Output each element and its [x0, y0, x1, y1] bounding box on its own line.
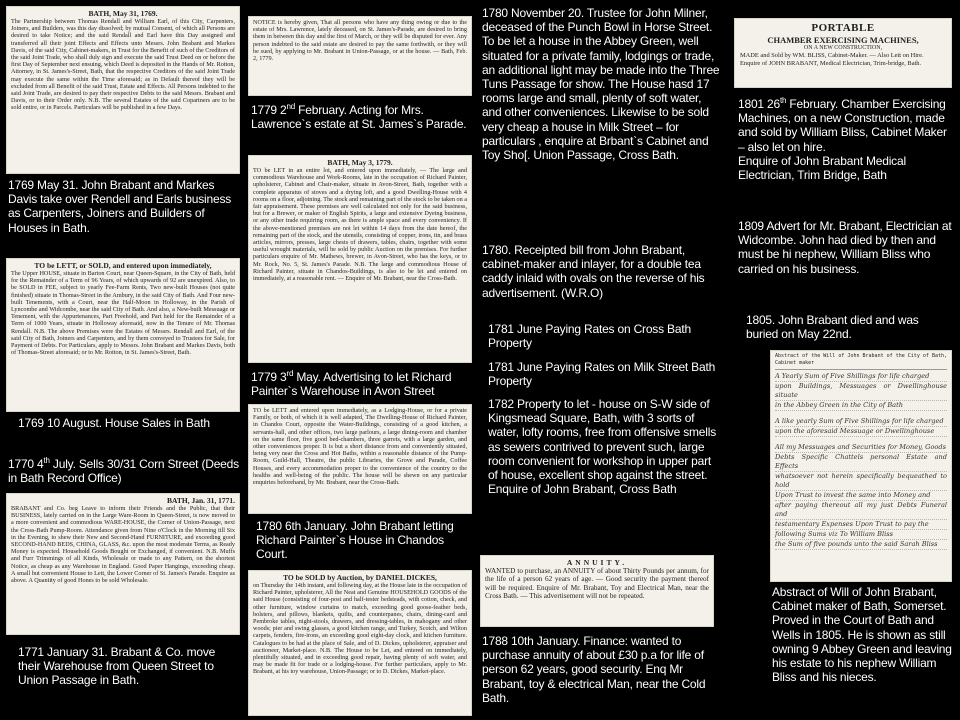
caption-1780-nov	[482, 6, 722, 162]
clipping-date: BATH, May 31, 1769.	[88, 9, 158, 18]
caption-1781-cross-bath: 1781 June Paying Rates on Cross Bath Property	[488, 322, 691, 351]
clipping-1780-auction	[248, 570, 472, 716]
will-line: the Sum of five pounds unto the said Sarah Bliss	[775, 540, 947, 550]
clipping-1780-house-let	[248, 404, 472, 514]
will-lines	[775, 372, 947, 550]
caption-text: 1770 4	[8, 457, 44, 471]
will-divider	[775, 369, 947, 370]
caption-1771-january: 1771 January 31. Brabant & Co. move their Warehouse from Queen Street to Union Passage in Bath.	[18, 645, 216, 688]
caption-1788-annuity: 1788 10th January. Finance: wanted to purchase annuity of about £30 p.a for life of person 62 years, good security. Enq Mr Brabant, toy & electrical Man, near the Cold Bath.	[482, 634, 706, 705]
clipping-body: BRABANT and Co. beg Leave to inform their Friends and the Public, that their BUSINESS, lately carried on in the Large Ware-Room in Queen-Street, is now moved to a more convenient and commodious WARE-HOUSE, the Corner of Union-Passage, next the Cross-Bath Pump-Room. Attendance given from Nine o'Clock in the Morning till Six in the Evening, to shew their New and Second-Hand FURNITURE, and exceeding good SECOND-HAND BEDS, CHINA, GLASS, &c. upon the most moderate Terms, as Ready Money is expected. Household Goods Bought or Exchanged, if convenient. N.B. Muffs and Furr Trimmings of all Kinds, Wholesale or made to any Pattern, on the shortest Notice, as cheap as any Warehouse in England. Good Paper Hangings, exceeding cheap. A small but convenient House to Lett, the Lower Corner of St. James's Parade. Enquire as above. A Quantity of good Hones to be sold Wholesale.	[11, 505, 235, 585]
advert-line: MADE and Sold by WM. BLISS, Cabinet-Maker. — Also Lett on Hire.	[740, 52, 924, 60]
will-line: following Sums viz To William Bliss	[775, 530, 947, 540]
caption-1809-advert: 1809 Advert for Mr. Brabant, Electrician at Widcombe. John had died by then and must be hi nephew, William Bliss who carried on his business.	[738, 219, 952, 276]
caption-text: February. Chamber Exercising Machines, on a new Construction, made and sold by William Bliss, Cabinet Maker – also let on hire. Enquire of John Brabant Medical Electrician, Trim Bridge, Bath	[738, 97, 947, 183]
clipping-date: BATH, May 3, 1779.	[327, 158, 393, 167]
caption-1779-may	[251, 370, 473, 398]
clipping-date: BATH, Jan. 31, 1771.	[167, 496, 235, 505]
will-line: upon the aforesaid Messuage or Dwellinghouse	[775, 427, 947, 437]
caption-1782-kingsmead: 1782 Property to let - house on S-W side of Kingsmead Square, Bath, with 3 sorts of water, lofty rooms, free from offensive smells as sewers contrived to prevent such, large room convenient for workshop in upper part of house, excellent shop against the street. Enquire of John Brabant, Cross Bath	[488, 397, 716, 497]
advert-line: Enquire of JOHN BRABANT, Medical Electrician, Trim-bridge, Bath.	[740, 59, 922, 67]
will-line: A like yearly Sum of Five Shillings for life charged	[775, 417, 947, 427]
caption-1805-death: 1805. John Brabant died and was buried on May 22nd.	[746, 313, 919, 342]
caption-text: 1779 3	[251, 370, 287, 384]
clipping-body: WANTED to purchase, an ANNUITY of about Thirty Pounds per annum, for the life of a person 62 years of age. — Good security the payment thereof will be required. Enquire of Mr. Brabant, Toy and Electrical Man, near the Cross Bath. — This advertisement will not be repeated.	[485, 567, 709, 601]
advert-title: PORTABLE	[811, 22, 875, 34]
caption-text: February. Acting for Mrs. Lawrence`s estate at St. James`s Parade.	[251, 103, 467, 132]
caption-text: July. Sells 30/31 Corn Street (Deeds in Bath Record Office)	[8, 457, 239, 486]
caption-superscript: rd	[286, 369, 294, 378]
caption-1780-bill: 1780. Receipted bill from John Brabant, cabinet-maker and inlayer, for a double tea caddy inlaid with ovals on the reverse of his advertisement. (W.R.O)	[482, 243, 705, 300]
clipping-will-abstract	[770, 350, 952, 582]
clipping-1769-partnership	[6, 6, 240, 174]
will-line: testamentary Expenses Upon Trust to pay the	[775, 520, 947, 530]
will-heading: Abstract of the Will of John Brabant of the City of Bath, Cabinet maker	[775, 353, 947, 367]
will-line: All my Messuages and Securities for Money, Goods	[775, 443, 946, 452]
will-line: upon Buildings, Messuages or Dwellinghouse situate	[775, 382, 947, 400]
will-line: in the Abbey Green in the City of Bath	[775, 401, 947, 411]
caption-text: May. Advertising to let Richard Painter`s Warehouse in Avon Street	[251, 370, 452, 399]
caption-superscript: nd	[286, 102, 296, 111]
clipping-1779-warehouse-let	[248, 155, 472, 363]
caption-text: 1779 2	[251, 103, 287, 117]
clipping-1779-notice	[248, 16, 472, 96]
will-line: Upon Trust to invest the same into Money and	[775, 491, 947, 501]
caption-1770-july	[8, 457, 244, 485]
advert-subtitle: CHAMBER EXERCISING MACHINES,	[767, 35, 919, 45]
clipping-body: TO be LET in an entire lot, and entered upon immediately, — The large and commodious Warehouse and Work-Rooms, late in the occupation of Richard Painter, upholsterer, Cabinet and Chair-maker, situate in Avon-Street, Bath, together with a complete apparatus of stoves and a drying loft, and a good Dwelling-House with 4 rooms on a floor, adjoining. The stock and remaining part of the stock to be taken on a fair appraisement. These premises are well calculated not only for the said business, but for a Brewer, or maker of English Spirits, a large and extensive Dyeing business, or any other trade requiring room, as there is ample space and every conveniency. If the above-mentioned premises are not let within 14 days from the date hereof, the remaining part of the stock, and the utensils, consisting of copper, irons, tin, and brass articles, mirrors, presses, large chests of drawers, tables, chairs, together with some useful wrought materials, will be sold by public Auction on the premises. For further particulars enquire of Mr. Mathews, brewer, in Avon-Street, who has the keys, or to Mr. Rock, No. 5, St. James's Parade. N.B. The large and commodious House of Richard Painter, situate in Chandos-Buildings, is also to be let and entered on immediately, at a reasonable rent. — Enquire of Mr. Brabant, near the Cross-Bath.	[253, 167, 467, 283]
caption-will: Abstract of Will of John Brabant, Cabinet maker of Bath, Somerset. Proved in the Court of Bath and Wells in 1805. He is shown as still owning 9 Abbey Green and leaving his estate to his nephew William Bliss and his nieces.	[772, 585, 952, 685]
caption-1780-jan: 1780 6th January. John Brabant letting Richard Painter`s House in Chandos Court.	[256, 519, 454, 562]
clipping-1769-house-sales	[6, 258, 240, 412]
caption-1769-may: 1769 May 31. John Brabant and Markes Davis take over Rendell and Earls business as Carpenters, Joiners and Builders of Houses in Bath.	[8, 178, 232, 235]
caption-text: 1780 November 20. Trustee for John Milner, deceased of the Punch Bowl in Horse Street. To be let a house in the Abbey Green, well situated for a private family, lodgings or trade, an additional light may be made into the Three Tuns Passage for show. The House hasd 17 rooms large and small, plenty of soft water, and other conveniences. Likewise to be sold very cheap a house in Milk Street – for particulars , enquire at Brbant`s Cabinet and Toy Sho[. Union Passage, Cross Bath.	[482, 6, 720, 163]
clipping-head: TO be SOLD by Auction, by DANIEL DICKES,	[283, 573, 437, 582]
caption-superscript: th	[43, 456, 50, 465]
clipping-body: on Thursday the 14th instant, and following day, at the House late in the occupation of Richard Painter, upholsterer, All the Neat and Genuine HOUSEHOLD GOODS of the said House (consisting of four-post and half-tester bedsteads, with cotton, check, and other furniture, window curtains to match, exceeding good goose-feather beds, bolsters, and pillows, blankets, quilts, and counterpanes, chairs, dining-card and Pembroke tables, night-stools, drawers, and dressing-tables, in mahogany and other woods; pier and swing glasses, a good kitchen range, and Turkey, Scotch, and Wilton carpets, fenders, fire-irons, an exceeding good eight-day clock, and kitchen furniture. Catalogues to be had at the place of Sale, and of D. Dickes, upholsterer, appraiser and auctioneer, Market-place. N.B. The House to be Let, and entered on immediately, plentifully situated, and in exceeding good repair, having plenty of soft water, and may be made fit for trade or a lodging-house. For further particulars, apply to Mr. Brabant, at his toy warehouse, Union-Passage; or to D. Dickes, Market-place.	[253, 582, 467, 676]
clipping-body: The Partnership between Thomas Rendall and William Earl, of this City, Carpenters, Joiners, and Builders, was this day dissolved; by mutual Consent, of which all Persons are desired to take Notice; and the said Rendall and Earl have this Day assigned and transferred all their joint Effects and Effects unto Messrs. John Brabant and Markes Davis, of the said City, Cabinet-makers, in Trust for the Benefit of such of the Creditors of the said Joint Trade, who shall duly sign and execute the said Trust Deed on or before the first Day of September next ensuing, which Deed is deposited in the Hands of Mr. Rotton, Attorney, in St. James's-Street, Bath, that the respective Creditors of the said Joint Trade may execute the same within the Time aforesaid; as in Default thereof they will be excluded from all Benefit of the said Trust, Estate and Effects. All Persons indebted to the said Joint Trade, are desired to pay their respective Debts to the said Messrs. Brabant and Davis, or to their Order only. N.B. The several Estates of the said Copartners are to be sold entire, or in Parcels. Particulars will be published in a few Days.	[11, 18, 235, 112]
clipping-body: TO be LETT and entered upon immediately, as a Lodging-House, or for a private Family, or both, of which it is well adapted, The Dwelling-House of Richard Painter, in Chandos Court, opposite the Water-Buildings, consisting of a good kitchen, a servants-hall, and other offices, two large parlours, a large dining-room and chamber on the same floor, five good bed-chambers, three garrets, with a large garden, and other conveniences proper. It is but a short distance from and conveniently situated, being very near the Cross and Hot Baths, within a reasonable distance of the Pump-Room, Guild-Hall, Theatre, the public Libraries, the Grove and Parade, Coffee Houses, and every accommodation proper to the convenience of the country to the healths and well-being of the public. The house will be shewn on any particular enquiries beforehand, by Mr. Brabant, near the Cross-Bath.	[253, 407, 467, 487]
will-line: whatsoever not herein specifically bequeathed to hold	[775, 472, 947, 490]
clipping-body: NOTICE is hereby given, That all persons who have any thing owing or due to the estate of Mrs. Lawrence, lately deceased, on St. James's-Parade, are desired to bring them in between this day and the first of March, or they will be disputed for ever. Any person indebted to the said estate are desired to pay the same forthwith, or they will be sued, by applying to Mr. Brabant in Union-Passage, or at the house. — Bath, Feb. 2, 1779.	[253, 19, 467, 63]
clipping-1771-warehouse	[6, 493, 240, 635]
clipping-1788-annuity	[480, 555, 714, 627]
caption-1801-feb	[738, 97, 952, 182]
advert-line: ON A NEW CONSTRUCTION,	[803, 45, 883, 51]
will-line: A Yearly Sum of Five Shillings for life charged	[775, 372, 947, 382]
clipping-head: ANNUITY.	[566, 558, 628, 567]
clipping-1801-exercising-machines	[734, 18, 952, 88]
caption-1769-aug: 1769 10 August. House Sales in Bath	[18, 416, 210, 430]
will-line: after paying thereout all my just Debts Funeral and	[775, 501, 947, 519]
caption-superscript: th	[779, 96, 787, 105]
caption-1779-feb	[251, 103, 473, 131]
clipping-head: TO be LETT, or SOLD, and entered upon immediately,	[34, 261, 212, 270]
caption-text: 1801 26	[738, 97, 780, 111]
caption-1781-milk-street: 1781 June Paying Rates on Milk Street Bath Property	[488, 360, 716, 389]
clipping-body: The Upper HOUSE, situate in Barton Court, near Queen-Square, in the City of Bath, held for the Remainder of a Term of 96 Years, of which upwards of 92 are unexpired. Also, to be SOLD in FEE, subject to yearly Fee-Farm Rents, Two new-built Houses (not quite finished) situate in Thomas-Street in the Ambury, in the said City of Bath. And Four new-built Tenements, with a Court, near the Half-Moon in Holloway, in the Parish of Lyncombe and Widcombe, near the said City of Bath. And also, a New-built Messuage or Tenement, with the Appurtenances, Part Freehold, and Part held for the Remainder of a Term of 1000 Years, situate in Holloway aforesaid, now in the Tenure of Mr. Thomas Rendall. N.B. The above Premises were the Estates of Messrs. Rendall and Earl, of the said City of Bath, Joiners and Carpenters, and by them conveyed to Trustees for Sale, for Payment of Debts. For Particulars, apply to Messrs. John Brabant and Markes Davis, both of Thomas-Street aforesaid; or to Mr. Rotton, in St. James's-Street, Bath.	[11, 270, 235, 357]
will-line: Debts Specific Chattels personal Estate and Effects	[775, 453, 947, 471]
